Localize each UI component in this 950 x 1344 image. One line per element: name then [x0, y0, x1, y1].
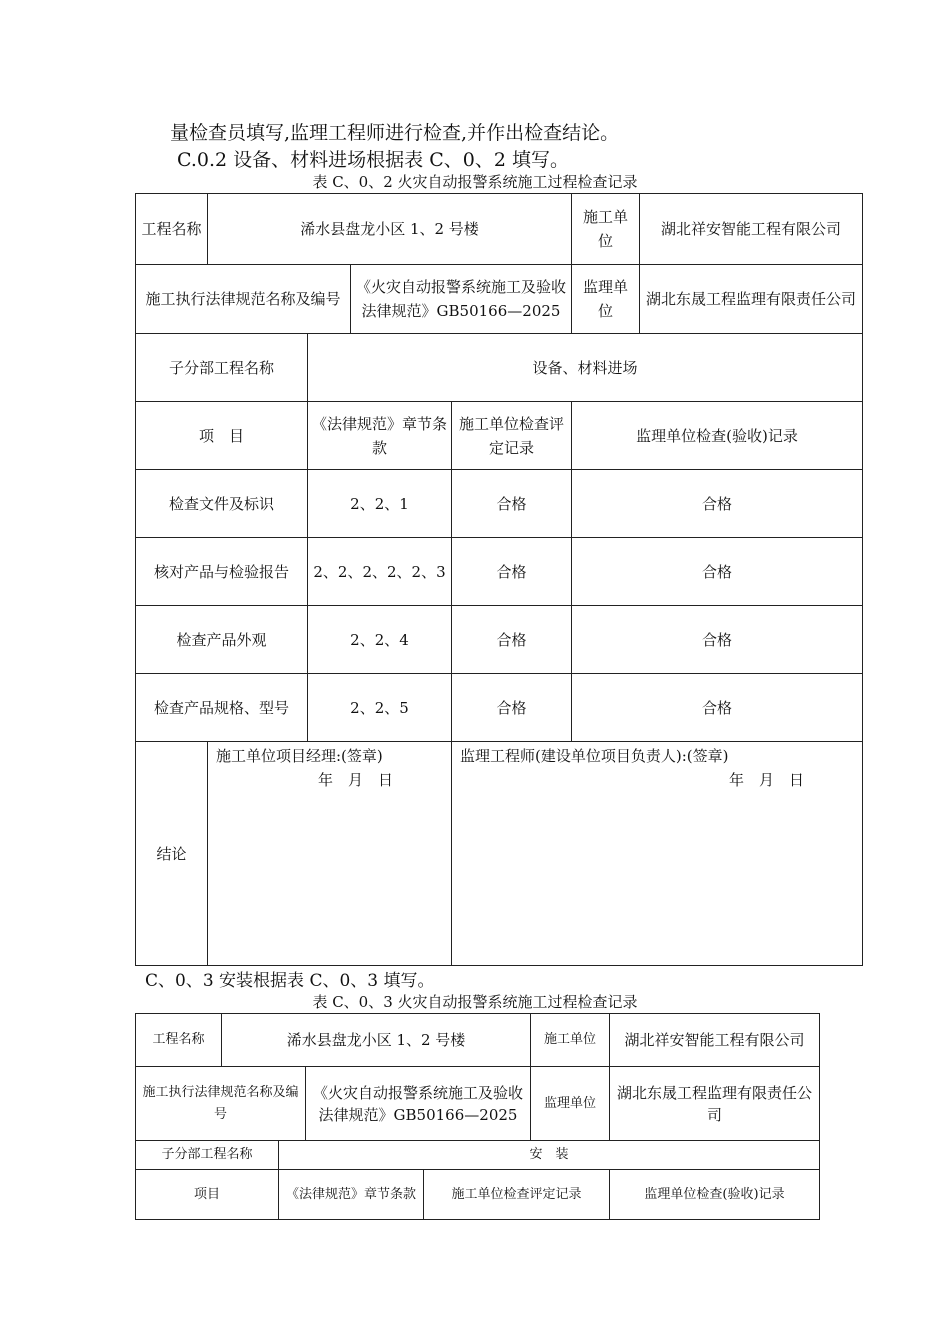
- header-supervisor-check: 监理单位检查(验收)记录: [610, 1170, 820, 1220]
- project-name-value: 浠水县盘龙小区 1、2 号楼: [208, 194, 572, 265]
- contractor-signature-label: 施工单位项目经理:(签章): [216, 747, 383, 765]
- section-heading-c02: C.0.2 设备、材料进场根据表 C、0、2 填写。: [177, 149, 569, 171]
- table-caption-c02: 表 C、0、2 火灾自动报警系统施工过程检查记录: [312, 173, 638, 191]
- subproject-label: 子分部工程名称: [136, 1141, 279, 1170]
- row-clause: 2、2、4: [308, 606, 452, 674]
- header-clause: 《法律规范》章节条款: [308, 402, 452, 470]
- subproject-value: 设备、材料进场: [308, 334, 863, 402]
- header-item: 项 目: [136, 402, 308, 470]
- table-caption-c03: 表 C、0、3 火灾自动报警系统施工过程检查记录: [312, 993, 638, 1011]
- supervisor-signature-label: 监理工程师(建设单位项目负责人):(签章): [460, 747, 729, 765]
- project-name-value: 浠水县盘龙小区 1、2 号楼: [222, 1014, 531, 1067]
- table-row: [136, 674, 863, 742]
- table-row: [136, 538, 863, 606]
- supervisor-label: 监理单位: [531, 1067, 610, 1141]
- header-supervisor-check: 监理单位检查(验收)记录: [572, 402, 863, 470]
- row-clause: 2、2、2、2、2、3: [308, 538, 452, 606]
- standard-value: 《火灾自动报警系统施工及验收法律规范》GB50166—2025: [306, 1067, 531, 1141]
- inspection-table-c03: [135, 1013, 820, 1220]
- header-contractor-check: 施工单位检查评定记录: [452, 402, 572, 470]
- row-contractor-result: 合格: [452, 674, 572, 742]
- row-supervisor-result: 合格: [572, 538, 863, 606]
- row-item: 核对产品与检验报告: [136, 538, 308, 606]
- row-contractor-result: 合格: [452, 606, 572, 674]
- conclusion-label: 结论: [136, 742, 208, 966]
- supervisor-value: 湖北东晟工程监理有限责任公司: [610, 1067, 820, 1141]
- supervisor-signature-cell: [452, 742, 863, 966]
- supervisor-label: 监理单位: [572, 265, 640, 334]
- table-row: [136, 470, 863, 538]
- row-clause: 2、2、1: [308, 470, 452, 538]
- contractor-value: 湖北祥安智能工程有限公司: [610, 1014, 820, 1067]
- project-name-label: 工程名称: [136, 194, 208, 265]
- row-contractor-result: 合格: [452, 470, 572, 538]
- row-item: 检查文件及标识: [136, 470, 308, 538]
- contractor-value: 湖北祥安智能工程有限公司: [640, 194, 863, 265]
- row-item: 检查产品规格、型号: [136, 674, 308, 742]
- section-heading-c03: C、0、3 安装根据表 C、0、3 填写。: [145, 971, 435, 991]
- table-row: [136, 606, 863, 674]
- standard-label: 施工执行法律规范名称及编号: [136, 265, 351, 334]
- header-contractor-check: 施工单位检查评定记录: [424, 1170, 610, 1220]
- supervisor-sign-date: 年 月 日: [729, 771, 805, 789]
- row-supervisor-result: 合格: [572, 674, 863, 742]
- contractor-signature-cell: [208, 742, 452, 966]
- header-clause: 《法律规范》章节条款: [279, 1170, 424, 1220]
- inspection-table-c02: [135, 193, 863, 966]
- row-supervisor-result: 合格: [572, 470, 863, 538]
- subproject-value: 安 装: [279, 1141, 820, 1170]
- contractor-sign-date: 年 月 日: [317, 771, 393, 789]
- subproject-label: 子分部工程名称: [136, 334, 308, 402]
- standard-value: 《火灾自动报警系统施工及验收法律规范》GB50166—2025: [351, 265, 572, 334]
- row-clause: 2、2、5: [308, 674, 452, 742]
- intro-line-1: 量检查员填写,监理工程师进行检查,并作出检查结论。: [170, 122, 620, 144]
- row-item: 检查产品外观: [136, 606, 308, 674]
- supervisor-value: 湖北东晟工程监理有限责任公司: [640, 265, 863, 334]
- project-name-label: 工程名称: [136, 1014, 222, 1067]
- row-supervisor-result: 合格: [572, 606, 863, 674]
- standard-label: 施工执行法律规范名称及编号: [136, 1067, 306, 1141]
- contractor-label: 施工单位: [572, 194, 640, 265]
- header-item: 项目: [136, 1170, 279, 1220]
- row-contractor-result: 合格: [452, 538, 572, 606]
- contractor-label: 施工单位: [531, 1014, 610, 1067]
